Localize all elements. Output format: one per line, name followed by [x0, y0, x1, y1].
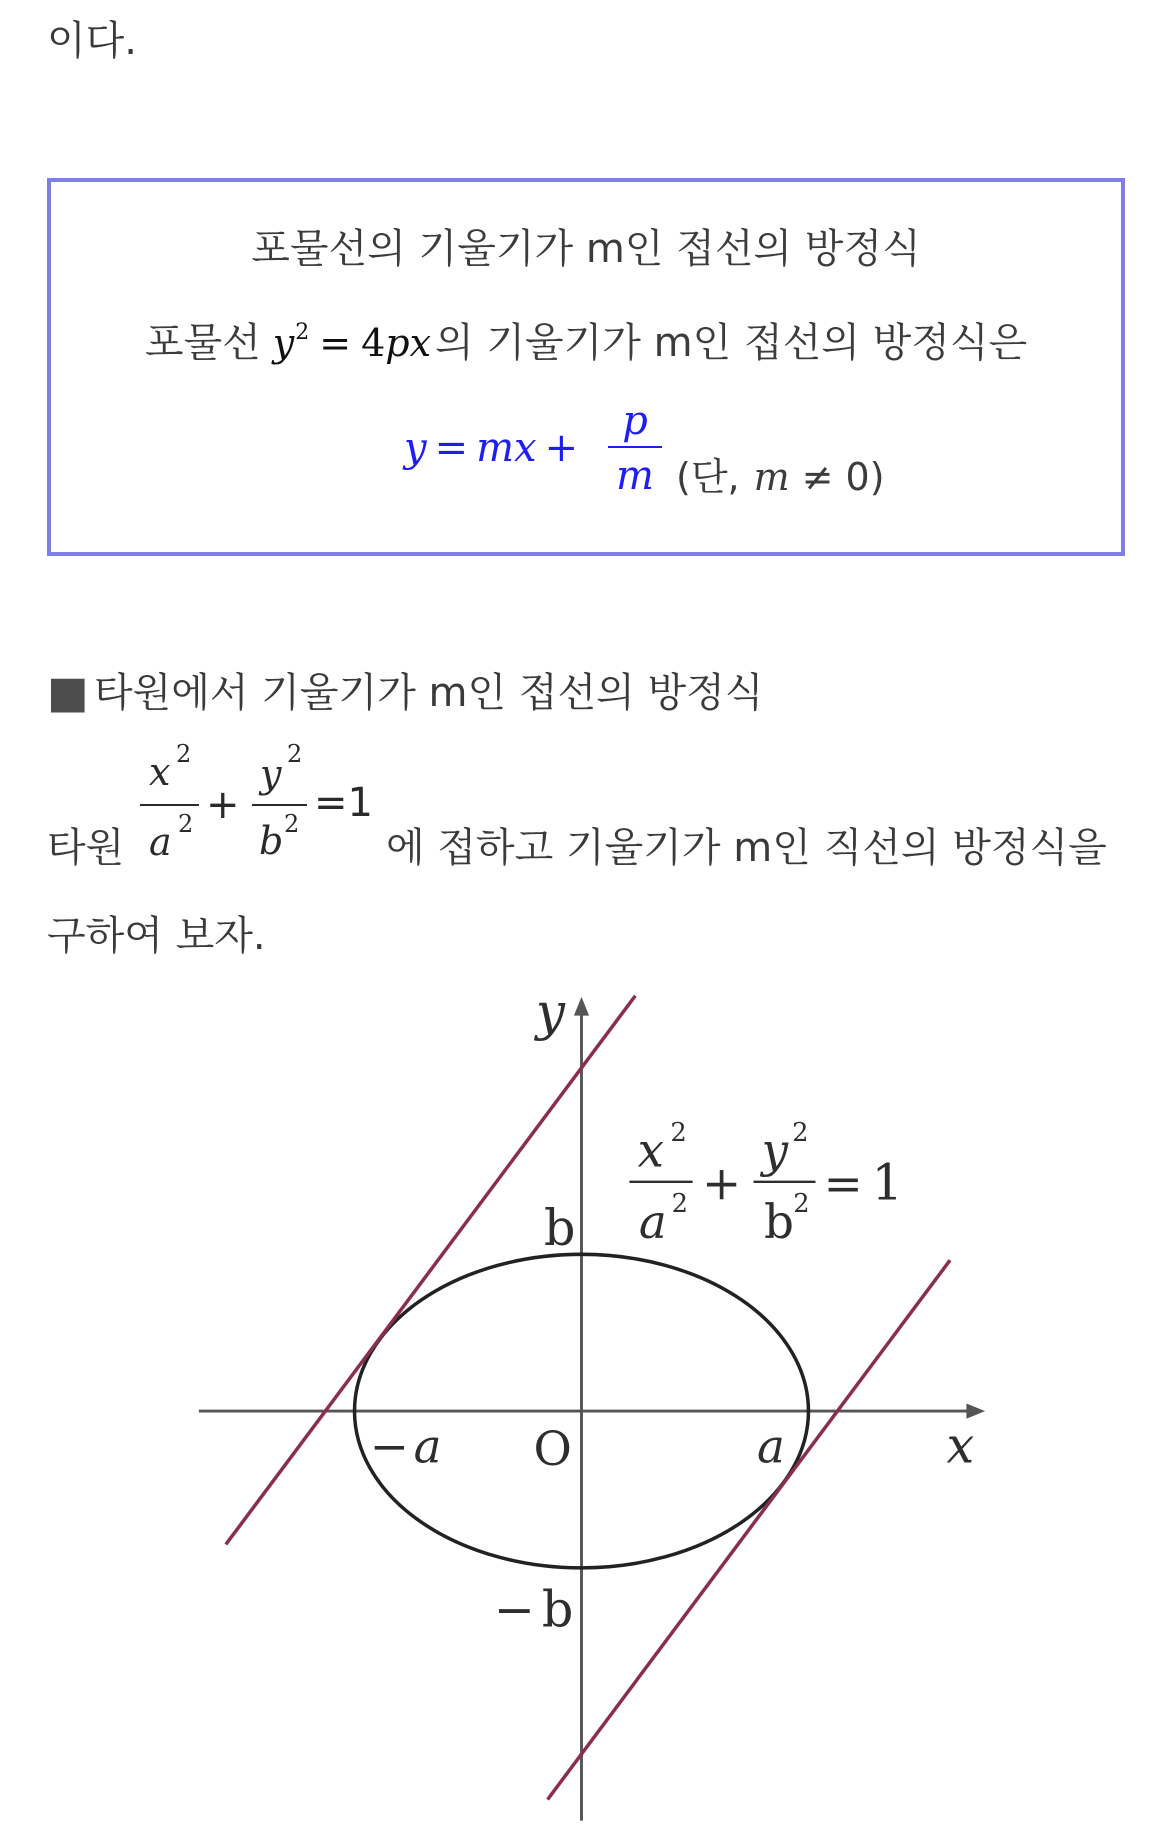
- tangent-lhs: y: [404, 425, 427, 471]
- box-title: 포물선의 기울기가 m인 접선의 방정식: [251, 226, 921, 272]
- tangent-fraction: [608, 398, 662, 499]
- row-eq-fraction-bar-2: [252, 804, 307, 806]
- fig-eq-rhs: 1: [871, 1153, 903, 1212]
- neg-a-minus: −: [369, 1420, 409, 1475]
- fig-eq-plus: +: [702, 1157, 742, 1212]
- statement-suffix: 의 기울기가 m인 접선의 방정식은: [435, 320, 1028, 366]
- fig-eq-y-exp: 2: [792, 1117, 809, 1148]
- box-statement: [51, 320, 1121, 370]
- a-intercept-label: a: [756, 1420, 785, 1475]
- fraction-numerator: p: [622, 398, 648, 444]
- sentence-prefix: 타원: [47, 825, 125, 871]
- x-axis: [199, 1403, 985, 1418]
- fig-eq-x: x: [637, 1124, 665, 1179]
- x-axis-label: x: [946, 1416, 975, 1475]
- y-axis: [574, 997, 589, 1821]
- tangent-line-lower: [548, 1260, 950, 1799]
- condition-open: (단,: [676, 455, 740, 499]
- fig-eq-y: y: [761, 1124, 789, 1179]
- row-eq-b: b: [259, 819, 284, 863]
- tangent-formula-main: [404, 425, 586, 471]
- fig-eq-equals: =: [823, 1157, 863, 1212]
- neg-b-var: b: [541, 1580, 574, 1639]
- row-eq-x-exp: 2: [176, 740, 192, 768]
- tangent-equals: =: [434, 425, 469, 471]
- condition-close: 0): [845, 455, 885, 499]
- figure-ellipse-equation: [629, 1118, 902, 1250]
- eq-var-y: y: [272, 321, 295, 365]
- statement-prefix: 포물선: [144, 320, 261, 366]
- row-eq-equals: =: [314, 780, 348, 826]
- row-eq-a-exp: 2: [178, 810, 194, 838]
- ellipse-tangent-figure: [0, 985, 1170, 1829]
- tangent-term: mx: [476, 425, 537, 471]
- b-intercept-label: b: [544, 1198, 576, 1257]
- row-eq-rhs: 1: [347, 780, 373, 826]
- tangent-condition: [676, 455, 885, 499]
- fraction-bar: [608, 446, 662, 448]
- row-eq-a: a: [149, 820, 172, 864]
- row-eq-fraction-bar-1: [140, 804, 199, 806]
- parabola-tangent-box: [47, 178, 1125, 556]
- tangent-plus: +: [544, 425, 579, 471]
- row-eq-plus: +: [206, 782, 240, 828]
- neg-b-minus: −: [493, 1580, 535, 1639]
- parabola-equation: [273, 321, 431, 365]
- y-axis-label: y: [535, 985, 565, 1043]
- fig-eq-x-exp: 2: [670, 1117, 687, 1148]
- row-eq-x: x: [149, 750, 171, 794]
- fraction-denominator: m: [616, 453, 654, 499]
- row-eq-y-exp: 2: [287, 740, 303, 768]
- row-eq-equals-one: [314, 780, 373, 826]
- neg-a-var: a: [413, 1420, 442, 1475]
- origin-label: O: [533, 1422, 572, 1477]
- row-eq-b-exp: 2: [284, 810, 300, 838]
- sentence-suffix: 에 접하고 기울기가 m인 직선의 방정식을: [386, 825, 1107, 871]
- eq-exponent: 2: [295, 320, 310, 345]
- neg-b-label: [494, 1580, 574, 1638]
- condition-not-equal: ≠: [801, 455, 834, 499]
- section-heading: 타원에서 기울기가 m인 접선의 방정식: [94, 670, 764, 716]
- y-axis-arrow-icon: [574, 997, 589, 1016]
- fig-eq-a: a: [638, 1195, 667, 1250]
- intro-text-tail: 이다.: [47, 18, 137, 64]
- neg-a-label: [370, 1421, 442, 1475]
- eq-equals: =: [319, 321, 352, 365]
- fig-eq-a-exp: 2: [671, 1189, 688, 1220]
- eq-coefficient: 4: [361, 321, 386, 365]
- sentence-line2: 구하여 보자.: [47, 913, 266, 959]
- eq-vars-px: px: [385, 321, 432, 365]
- condition-var: m: [753, 455, 790, 499]
- fig-eq-b: b: [764, 1195, 794, 1250]
- row-eq-y: y: [260, 752, 282, 796]
- fig-eq-b-exp: 2: [793, 1189, 810, 1220]
- section-marker-square: ■: [47, 667, 89, 718]
